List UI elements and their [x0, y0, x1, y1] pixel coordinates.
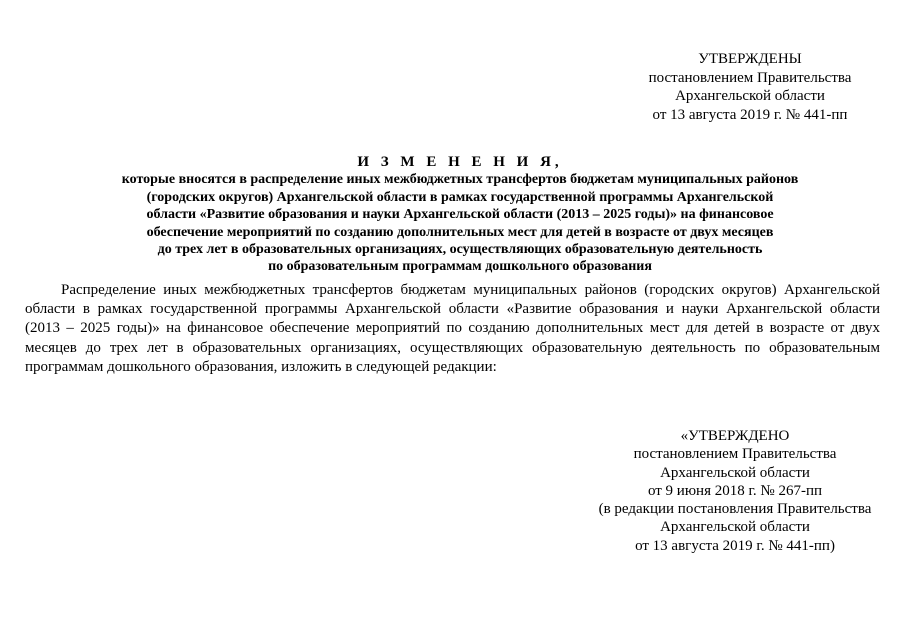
approval-stamp-bottom	[575, 427, 895, 555]
title-line: (городских округов) Архангельской области в рамках государственной программы Архангельской	[146, 189, 774, 205]
body-line: программам дошкольного образования, изложить в следующей редакции:	[25, 358, 497, 375]
approval-bottom-line: Архангельской области	[660, 464, 810, 481]
approval-top-line: УТВЕРЖДЕНЫ	[698, 51, 802, 67]
title-line: обеспечение мероприятий по созданию дополнительных мест для детей в возрасте от двух месяцев	[146, 224, 774, 240]
approval-bottom-line: от 9 июня 2018 г. № 267-пп	[647, 482, 823, 499]
document-title	[40, 154, 880, 276]
body-paragraph	[25, 281, 880, 377]
body-line: (2013 – 2025 годы)» на финансовое обеспечение мероприятий по созданию дополнительных мест для детей в возрасте от двух	[25, 320, 880, 337]
approval-top-line: постановлением Правительства	[648, 69, 852, 86]
approval-top-line: Архангельской области	[675, 88, 825, 104]
approval-bottom-line: (в редакции постановления Правительства	[598, 501, 872, 518]
title-line: области «Развитие образования и науки Архангельской области (2013 – 2025 годы)» на финансовое	[146, 207, 774, 223]
approval-bottom-line: от 13 августа 2019 г. № 441-пп)	[635, 537, 835, 554]
body-line: области в рамках государственной программы Архангельской области «Развитие образования и науки Архангельской области	[25, 301, 880, 318]
approval-bottom-line: Архангельской области	[660, 519, 810, 536]
approval-top-line: от 13 августа 2019 г. № 441-пп	[652, 106, 848, 123]
approval-bottom-line: постановлением Правительства	[633, 446, 837, 463]
body-line: месяцев до трех лет в образовательных организациях, осуществляющих образовательную деятельность по образовательным	[25, 339, 880, 356]
title-line: которые вносятся в распределение иных межбюджетных трансфертов бюджетам муниципальных районов	[121, 172, 799, 188]
body-line: Распределение иных межбюджетных трансфертов бюджетам муниципальных районов (городских округов) Архангельской	[61, 282, 880, 298]
title-heading: И З М Е Н Е Н И Я,	[357, 154, 563, 170]
approval-stamp-top	[600, 50, 900, 124]
title-line: по образовательным программам дошкольного образования	[268, 259, 652, 275]
approval-bottom-line: «УТВЕРЖДЕНО	[680, 428, 790, 444]
title-line: до трех лет в образовательных организациях, осуществляющих образовательную деятельность	[157, 242, 763, 258]
